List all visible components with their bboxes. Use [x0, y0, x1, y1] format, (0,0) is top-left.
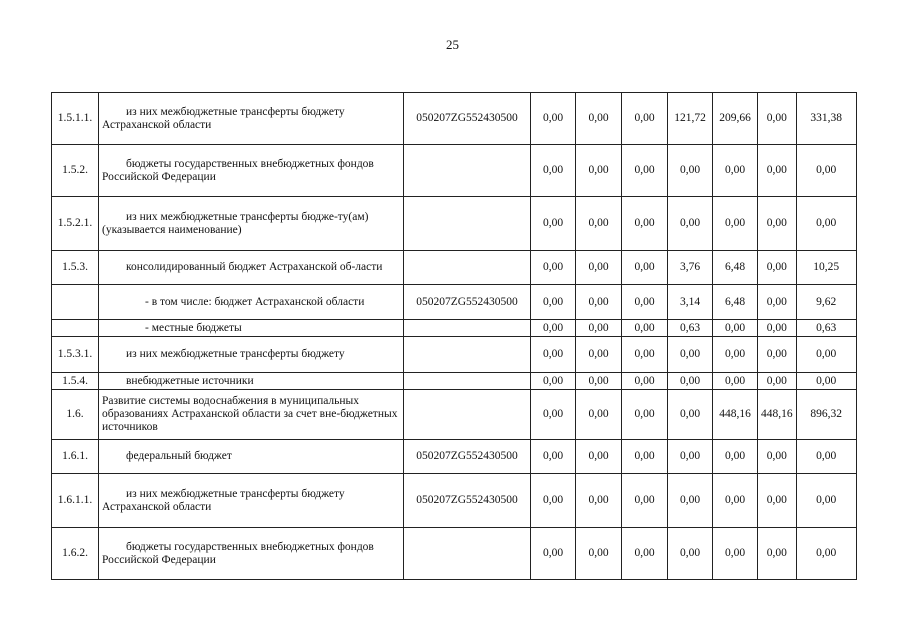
row-title: из них межбюджетные трансферты бюджету Астраханской области [99, 474, 404, 528]
value-cell: 0,63 [796, 320, 856, 337]
row-title: из них межбюджетные трансферты бюджету Астраханской области [99, 93, 404, 145]
budget-code [404, 145, 531, 197]
value-cell: 0,00 [531, 145, 576, 197]
row-title: внебюджетные источники [99, 373, 404, 390]
row-number [52, 320, 99, 337]
row-title: - местные бюджеты [99, 320, 404, 337]
value-cell: 0,00 [796, 197, 856, 251]
value-cell: 0,00 [531, 390, 576, 440]
value-cell: 448,16 [758, 390, 797, 440]
table-row [52, 373, 857, 390]
value-cell: 0,00 [576, 337, 622, 373]
budget-code [404, 197, 531, 251]
row-number: 1.5.2.1. [52, 197, 99, 251]
budget-table [51, 92, 857, 580]
table-row [52, 474, 857, 528]
value-cell: 0,00 [668, 373, 713, 390]
value-cell: 0,00 [758, 320, 797, 337]
row-number: 1.6.2. [52, 528, 99, 580]
value-cell: 0,00 [622, 285, 668, 320]
row-title: из них межбюджетные трансферты бюджету [99, 337, 404, 373]
value-cell: 0,00 [622, 390, 668, 440]
value-cell: 0,00 [668, 390, 713, 440]
value-cell: 0,00 [531, 373, 576, 390]
row-title: бюджеты государственных внебюджетных фондов Российской Федерации [99, 528, 404, 580]
table-row [52, 320, 857, 337]
value-cell: 0,00 [576, 528, 622, 580]
value-cell: 0,00 [531, 285, 576, 320]
value-cell: 0,00 [796, 145, 856, 197]
table-row [52, 390, 857, 440]
value-cell: 0,00 [668, 145, 713, 197]
row-number: 1.6. [52, 390, 99, 440]
value-cell: 0,00 [796, 373, 856, 390]
value-cell: 0,00 [713, 197, 758, 251]
budget-code [404, 373, 531, 390]
value-cell: 0,00 [622, 474, 668, 528]
value-cell: 0,00 [531, 251, 576, 285]
value-cell: 0,00 [713, 145, 758, 197]
page-number: 25 [446, 37, 459, 52]
value-cell: 0,00 [531, 337, 576, 373]
value-cell: 10,25 [796, 251, 856, 285]
budget-code [404, 251, 531, 285]
value-cell: 0,00 [622, 337, 668, 373]
value-cell: 0,00 [713, 440, 758, 474]
value-cell: 0,00 [713, 528, 758, 580]
value-cell: 0,00 [758, 440, 797, 474]
budget-code: 050207ZG552430500 [404, 440, 531, 474]
row-number: 1.5.3.1. [52, 337, 99, 373]
value-cell: 0,00 [576, 145, 622, 197]
row-title: консолидированный бюджет Астраханской об-ласти [99, 251, 404, 285]
value-cell: 0,00 [531, 528, 576, 580]
row-number: 1.5.3. [52, 251, 99, 285]
row-number [52, 285, 99, 320]
row-number: 1.5.1.1. [52, 93, 99, 145]
value-cell: 0,00 [796, 440, 856, 474]
value-cell: 0,00 [758, 251, 797, 285]
value-cell: 0,00 [758, 337, 797, 373]
value-cell: 0,00 [622, 528, 668, 580]
value-cell: 0,00 [796, 528, 856, 580]
value-cell: 0,00 [713, 337, 758, 373]
value-cell: 0,00 [531, 93, 576, 145]
value-cell: 0,00 [622, 373, 668, 390]
value-cell: 896,32 [796, 390, 856, 440]
value-cell: 0,00 [758, 145, 797, 197]
table-row [52, 528, 857, 580]
row-title: бюджеты государственных внебюджетных фондов Российской Федерации [99, 145, 404, 197]
value-cell: 121,72 [668, 93, 713, 145]
value-cell: 0,00 [668, 440, 713, 474]
budget-code: 050207ZG552430500 [404, 474, 531, 528]
table-row [52, 285, 857, 320]
row-number: 1.5.2. [52, 145, 99, 197]
budget-code [404, 320, 531, 337]
value-cell: 0,00 [758, 197, 797, 251]
value-cell: 0,00 [796, 474, 856, 528]
value-cell: 0,00 [576, 373, 622, 390]
value-cell: 0,00 [531, 474, 576, 528]
value-cell: 6,48 [713, 285, 758, 320]
value-cell: 0,00 [622, 320, 668, 337]
value-cell: 0,00 [531, 440, 576, 474]
value-cell: 0,00 [576, 320, 622, 337]
value-cell: 0,00 [576, 474, 622, 528]
value-cell: 3,14 [668, 285, 713, 320]
value-cell: 0,00 [668, 337, 713, 373]
value-cell: 0,00 [576, 251, 622, 285]
value-cell: 0,00 [758, 373, 797, 390]
value-cell: 0,00 [758, 93, 797, 145]
value-cell: 0,00 [622, 93, 668, 145]
value-cell: 0,00 [576, 440, 622, 474]
row-title: федеральный бюджет [99, 440, 404, 474]
table-row [52, 145, 857, 197]
budget-code: 050207ZG552430500 [404, 285, 531, 320]
value-cell: 331,38 [796, 93, 856, 145]
value-cell: 0,00 [668, 474, 713, 528]
value-cell: 0,00 [531, 197, 576, 251]
value-cell: 0,00 [668, 528, 713, 580]
table-row [52, 251, 857, 285]
row-number: 1.5.4. [52, 373, 99, 390]
value-cell: 0,00 [713, 373, 758, 390]
value-cell: 0,00 [796, 337, 856, 373]
value-cell: 0,63 [668, 320, 713, 337]
value-cell: 0,00 [576, 390, 622, 440]
table-row [52, 93, 857, 145]
value-cell: 0,00 [622, 145, 668, 197]
table-row [52, 197, 857, 251]
budget-code [404, 528, 531, 580]
value-cell: 0,00 [713, 320, 758, 337]
budget-code [404, 337, 531, 373]
value-cell: 0,00 [576, 285, 622, 320]
value-cell: 0,00 [622, 251, 668, 285]
value-cell: 6,48 [713, 251, 758, 285]
row-title: - в том числе: бюджет Астраханской области [99, 285, 404, 320]
value-cell: 0,00 [531, 320, 576, 337]
value-cell: 0,00 [758, 528, 797, 580]
table-row [52, 337, 857, 373]
value-cell: 0,00 [622, 197, 668, 251]
value-cell: 9,62 [796, 285, 856, 320]
budget-code [404, 390, 531, 440]
value-cell: 448,16 [713, 390, 758, 440]
value-cell: 0,00 [576, 93, 622, 145]
budget-code: 050207ZG552430500 [404, 93, 531, 145]
value-cell: 0,00 [713, 474, 758, 528]
row-title: Развитие системы водоснабжения в муниципальных образованиях Астраханской области за счет вне-бюджетных источников [99, 390, 404, 440]
row-number: 1.6.1. [52, 440, 99, 474]
value-cell: 3,76 [668, 251, 713, 285]
row-number: 1.6.1.1. [52, 474, 99, 528]
row-title: из них межбюджетные трансферты бюдже-ту(ам) (указывается наименование) [99, 197, 404, 251]
value-cell: 0,00 [758, 285, 797, 320]
value-cell: 0,00 [758, 474, 797, 528]
value-cell: 0,00 [576, 197, 622, 251]
table-row [52, 440, 857, 474]
value-cell: 0,00 [622, 440, 668, 474]
value-cell: 209,66 [713, 93, 758, 145]
value-cell: 0,00 [668, 197, 713, 251]
